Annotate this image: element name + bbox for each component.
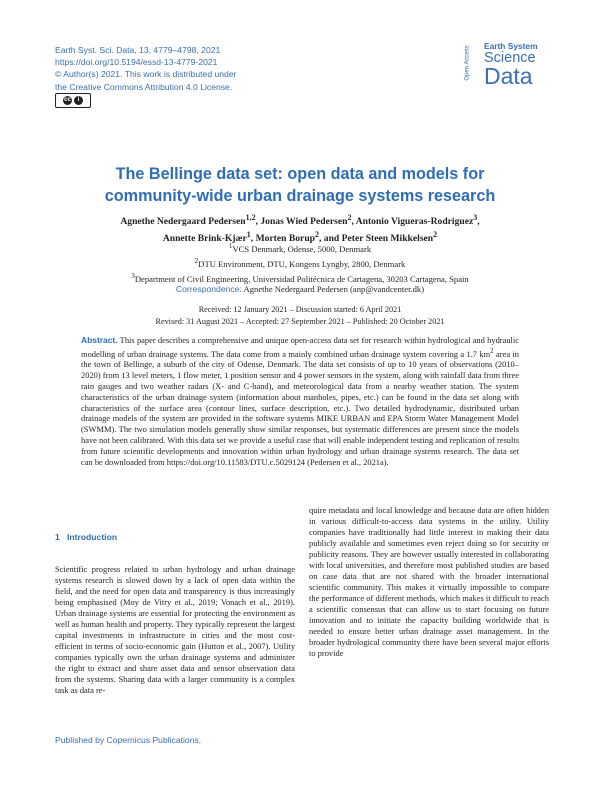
author-name: Annette Brink-Kjær: [162, 232, 247, 244]
journal-logo-line1: Earth System: [484, 41, 538, 51]
publication-dates: [60, 304, 540, 328]
author-affil-sup: 3: [473, 213, 478, 222]
open-access-mark: [464, 42, 482, 92]
journal-logo-line2: Science: [484, 50, 536, 67]
journal-citation: Earth Syst. Sci. Data, 13, 4779–4798, 2021: [55, 45, 221, 55]
section-heading: [55, 532, 117, 542]
by-glyph: i: [74, 96, 83, 105]
author-affil-sup: 2: [315, 229, 319, 239]
author-name: , Antonio Vigueras-Rodriguez: [351, 216, 474, 228]
author-affil-sup: 1,2: [245, 213, 256, 222]
title-line-1: The Bellinge data set: open data and models for: [115, 165, 485, 183]
abstract-text: This paper describes a comprehensive and unique open-access data set for research within hydrological and hydraulic modelling of urban drainage systems. The data come from a mainly combined urban drainage system covering a 1.7 km: [81, 335, 519, 359]
title-line-2: community-wide urban drainage systems research: [104, 187, 496, 205]
author-list: Agnethe Nedergaard Pedersen$^{1,2}$, Jonas Wied Pedersen$^2$, Antonio Vigueras-Rodriguez$^3$, Annette Brink-Kjær$^1$, Morten Borup$^2$, and Peter Steen Mikkelsen$^2$: [120, 213, 480, 244]
body-column-left: Scientific progress related to urban hydrology and urban drainage systems research is slowed down by a lack of open data within the field, and the need for open data and transparency is thus increasingly being emphasised (Moy de Vitry et al., 2019; Vonach et al., 2019). Urban drainage systems are essential for protecting the environment as well as human health and property. They typically represent the largest capital investments in infrastructure in cities and the most cost-efficient in terms of socio-economic gain (Hutton et al., 2007). Utility companies typically own the urban drainage systems and administer the right to extract and share asset data and sensor observation data from the systems. Sharing data with a larger community is a complex task as data re-: [55, 564, 295, 695]
correspondence: [60, 284, 540, 294]
cc-glyph: cc: [64, 97, 71, 103]
author-name: , Jonas Wied Pedersen: [255, 216, 348, 228]
license-line-1: © Author(s) 2021. This work is distributed under: [55, 69, 237, 80]
abstract-text: area in the town of Bellinge, a suburb of the city of Odense, Denmark. The data set consists of up to 10 years of observations (2010–2020) from 13 level meters, 1 flow meter, 1 position sensor and 4 power sensors in the system, along with rainfall data from three rain gauges and two weather radars (X- and C-band), and meteorological data from a nearby weather station. The system characteristics of the urban drainage system (information about manholes, pipes, etc.) can be found in the data set along with characteristics of the surface area (contour lines, surface description, etc.). Two detailed hydrodynamic, distributed urban drainage models of the system are provided in the software systems MIKE URBAN and EPA Storm Water Management Model (SWMM). The two simulation models generally show similar responses, but systematic differences are present since the models have not been calibrated. With this data set we provide a useful case that will enable independent testing and replication of results from future scientific developments and innovation within urban hydrology and urban drainage systems research. The data set can be downloaded from https://doi.org/10.11583/DTU.c.5029124 (Pedersen et al., 2021a).: [81, 348, 520, 467]
journal-logo-line3: Data: [484, 62, 533, 89]
correspondence-label: Correspondence:: [175, 284, 242, 294]
doi-link[interactable]: https://doi.org/10.5194/essd-13-4779-2021: [55, 57, 218, 68]
correspondence-text[interactable]: Agnethe Nedergaard Pedersen (anp@vandcenter.dk): [243, 284, 425, 294]
abstract-label: Abstract.: [81, 335, 118, 345]
affiliations: [40, 240, 560, 285]
license-line-2[interactable]: the Creative Commons Attribution 4.0 License.: [55, 81, 233, 92]
body-column-right: quire metadata and local knowledge and because data are often hidden in various difficult-to-access data systems in the utility. Utility companies have traditionally had little interest in making their data publicly available and sometimes even reject doing so for security or publicity reasons. They are however usually interested in collaborating with local universities, and therefore most published studies are based on case data that are not shared with the broader international scientific community. This makes it virtually impossible to compare the performance of different methods, which makes it difficult to reach a scientific consensus that can allow us to start focusing on future innovation and to initiate the capacity building worldwide that is needed to ensure better urban drainage asset management. In the broader hydrological community there have been several major efforts to provide: [309, 505, 549, 658]
affiliation-item: $^2$DTU Environment, DTU, Kongens Lyngby, 2800, Denmark: [194, 256, 406, 269]
cc-by-license-icon[interactable]: [55, 93, 91, 108]
abstract: [81, 335, 519, 467]
abstract-superscript: 2: [490, 346, 494, 355]
author-affil-sup: 1: [246, 229, 251, 239]
author-name: , Morten Borup: [250, 232, 315, 244]
open-access-label: Open Access: [464, 45, 471, 81]
section-title: Introduction: [66, 532, 118, 542]
journal-logo: [484, 42, 538, 88]
dates-line-2: Revised: 31 August 2021 – Accepted: 27 September 2021 – Published: 20 October 2021: [155, 317, 445, 326]
citation-header: [55, 44, 315, 93]
dates-line-1: Received: 12 January 2021 – Discussion started: 6 April 2021: [198, 305, 402, 314]
affiliation-item: $^1$VCS Denmark, Odense, 5000, Denmark: [228, 242, 372, 254]
author-name: , and Peter Steen Mikkelsen: [319, 232, 434, 244]
section-number: 1: [55, 532, 60, 542]
affiliation-item: $^3$Department of Civil Engineering, Universidad Politécnica de Cartagena, 30203 Cartagena, Spain: [131, 271, 469, 284]
publisher-footer: Published by Copernicus Publications.: [55, 735, 202, 745]
author-affil-sup: 2: [433, 229, 438, 239]
author-name: Agnethe Nedergaard Pedersen: [120, 216, 246, 228]
author-affil-sup: 2: [347, 213, 352, 222]
paper-title: [60, 163, 540, 207]
